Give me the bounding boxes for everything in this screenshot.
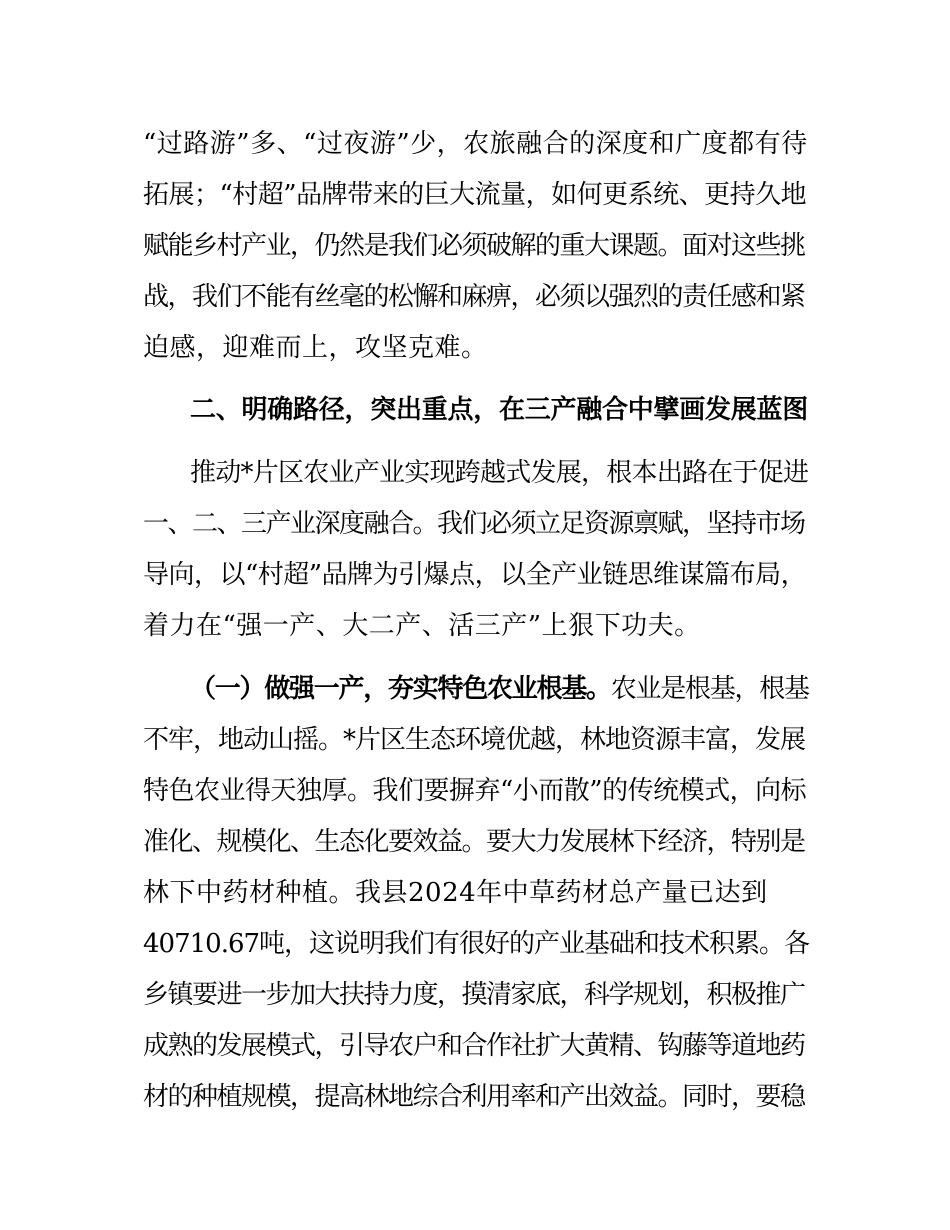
- body-text-line: 推动*片区农业产业实现跨越式发展，根本出路在于促进: [190, 458, 809, 488]
- body-text-line: 乡镇要进一步加大扶持力度，摸清家底，科学规划，积极推广: [143, 980, 805, 1010]
- body-text-line: 准化、规模化、生态化要效益。要大力发展林下经济，特别是: [143, 827, 805, 857]
- body-text-line: 特色农业得天独厚。我们要摒弃“小而散”的传统模式，向标: [143, 776, 807, 806]
- body-text-line: 林下中药材种植。我县2024年中草药材总产量已达到: [143, 878, 768, 908]
- body-text-line: 材的种植规模，提高林地综合利用率和产出效益。同时，要稳: [143, 1082, 805, 1112]
- body-text-line: 不牢，地动山摇。*片区生态环境优越，林地资源丰富，发展: [143, 725, 806, 755]
- body-text-line: 40710.67吨，这说明我们有很好的产业基础和技术积累。各: [143, 929, 810, 959]
- body-text-fragment: 农业是根基，根基: [610, 674, 809, 704]
- body-text-line: 迫感，迎难而上，攻坚克难。: [143, 333, 488, 363]
- body-text-line: “过路游”多、“过夜游”少，农旅融合的深度和广度都有待: [143, 129, 808, 159]
- subheading-lead: （一）做强一产，夯实特色农业根基。: [190, 674, 611, 704]
- section-heading: 二、明确路径，突出重点，在三产融合中擘画发展蓝图: [190, 395, 809, 425]
- body-text-line: [190, 672, 809, 708]
- body-text-line: 导向，以“村超”品牌为引爆点，以全产业链思维谋篇布局，: [143, 560, 807, 590]
- body-text-line: 拓展；“村超”品牌带来的巨大流量，如何更系统、更持久地: [143, 180, 807, 210]
- body-text-line: 战，我们不能有丝毫的松懈和麻痹，必须以强烈的责任感和紧: [143, 282, 805, 312]
- body-text-line: 赋能乡村产业，仍然是我们必须破解的重大课题。面对这些挑: [143, 231, 805, 261]
- body-text-line: 一、二、三产业深度融合。我们必须立足资源禀赋，坚持市场: [143, 509, 805, 539]
- body-text-line: 着力在“强一产、大二产、活三产”上狠下功夫。: [143, 611, 701, 641]
- body-text-line: 成熟的发展模式，引导农户和合作社扩大黄精、钩藤等道地药: [143, 1031, 805, 1061]
